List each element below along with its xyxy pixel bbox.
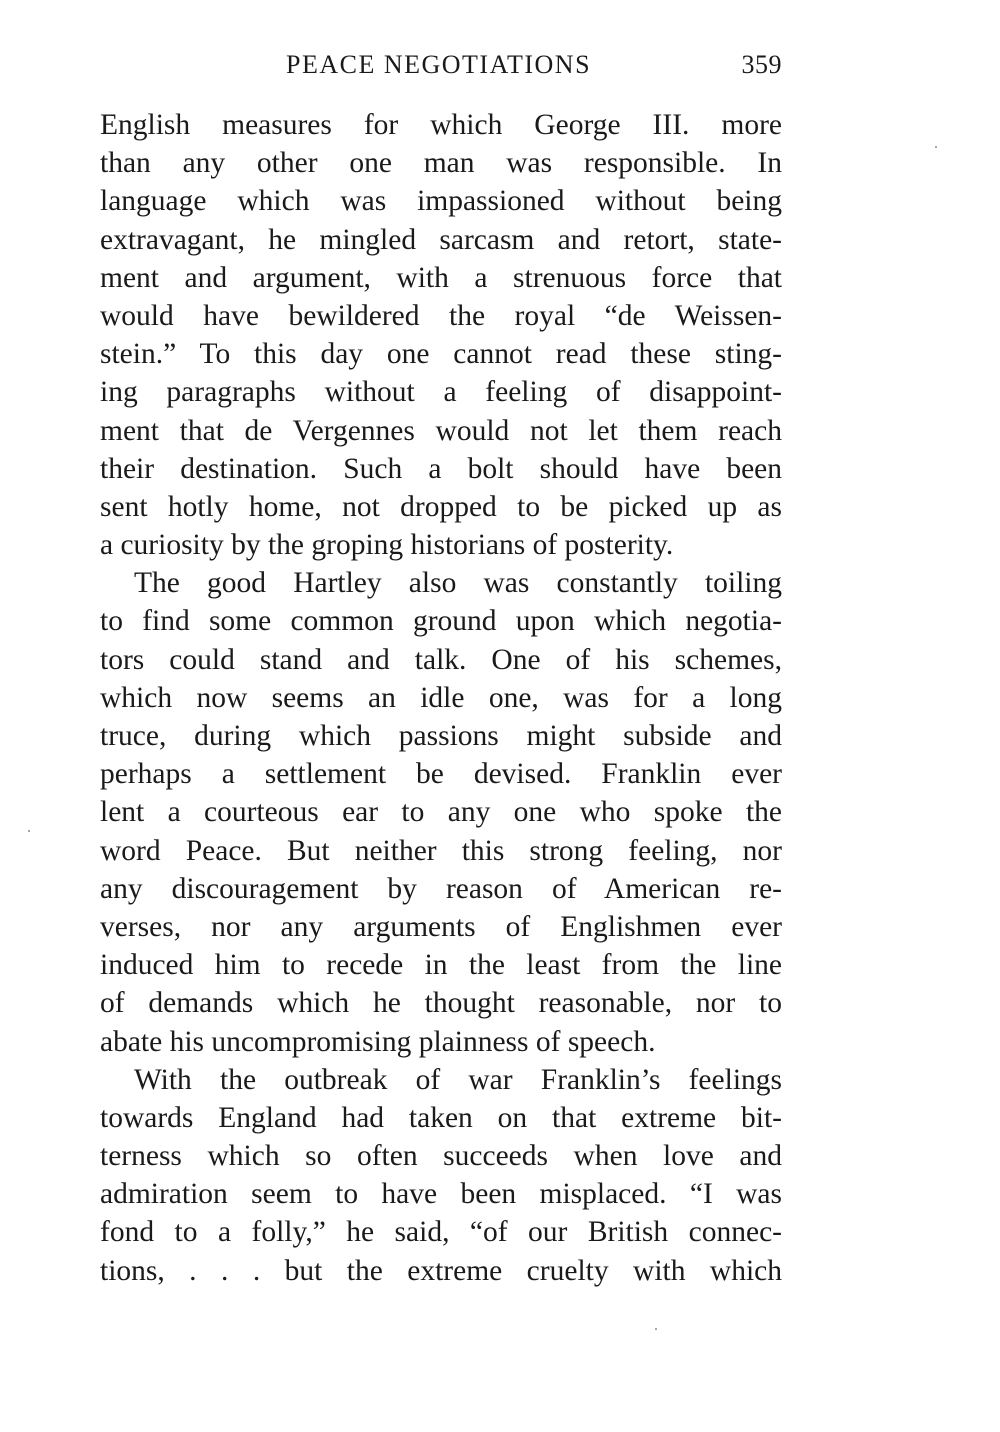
text-line: a curiosity by the groping historians of posterity. <box>100 529 674 562</box>
text-line: to find some common ground upon which negotia- <box>100 605 782 638</box>
running-head <box>100 50 782 84</box>
paper-speck <box>655 1328 657 1330</box>
text-line: ment and argument, with a strenuous force that <box>100 261 782 294</box>
text-line: any discouragement by reason of American re- <box>100 872 782 905</box>
text-line: truce, during which passions might subside and <box>100 720 782 752</box>
paragraph <box>100 1061 782 1290</box>
text-line: of demands which he thought reasonable, nor to <box>100 987 782 1020</box>
paragraph <box>100 106 782 564</box>
text-line: word Peace. But neither this strong feeling, nor <box>100 834 782 867</box>
text-line: lent a courteous ear to any one who spoke the <box>100 796 782 829</box>
text-line: abate his uncompromising plainness of speech. <box>100 1025 656 1058</box>
text-line: would have bewildered the royal “de Weissen- <box>100 299 782 332</box>
running-title: PEACE NEGOTIATIONS <box>286 50 592 79</box>
paper-speck <box>935 146 937 148</box>
text-line: sent hotly home, not dropped to be picked up as <box>100 490 782 523</box>
text-line: extravagant, he mingled sarcasm and retort, state- <box>100 223 782 256</box>
paragraph <box>100 564 782 1060</box>
text-line: ment that de Vergennes would not let them reach <box>100 414 782 447</box>
text-line: admiration seem to have been misplaced. “I was <box>100 1178 782 1211</box>
text-line: than any other one man was responsible. In <box>100 147 782 180</box>
text-line: The good Hartley also was constantly toiling <box>134 567 782 600</box>
text-line: verses, nor any arguments of Englishmen ever <box>100 910 782 943</box>
text-line: towards England had taken on that extreme bit- <box>100 1101 782 1134</box>
text-line: their destination. Such a bolt should have been <box>100 452 782 485</box>
text-line: fond to a folly,” he said, “of our British connec- <box>100 1216 782 1249</box>
text-line: tions, . . . but the extreme cruelty with which <box>100 1254 782 1287</box>
text-line: perhaps a settlement be devised. Franklin ever <box>100 758 782 791</box>
text-line: tors could stand and talk. One of his schemes, <box>100 643 782 676</box>
body-text <box>100 106 782 1290</box>
page-number: 359 <box>741 50 782 79</box>
text-line: induced him to recede in the least from the line <box>100 949 782 982</box>
text-line: ing paragraphs without a feeling of disappoint- <box>100 376 782 409</box>
text-line: terness which so often succeeds when love and <box>100 1140 782 1173</box>
paper-speck <box>28 830 30 832</box>
text-line: which now seems an idle one, was for a long <box>100 681 782 714</box>
text-line: English measures for which George III. more <box>100 109 782 141</box>
text-line: With the outbreak of war Franklin’s feelings <box>134 1063 782 1096</box>
text-line: language which was impassioned without being <box>100 185 782 218</box>
text-line: stein.” To this day one cannot read these sting- <box>100 338 782 371</box>
